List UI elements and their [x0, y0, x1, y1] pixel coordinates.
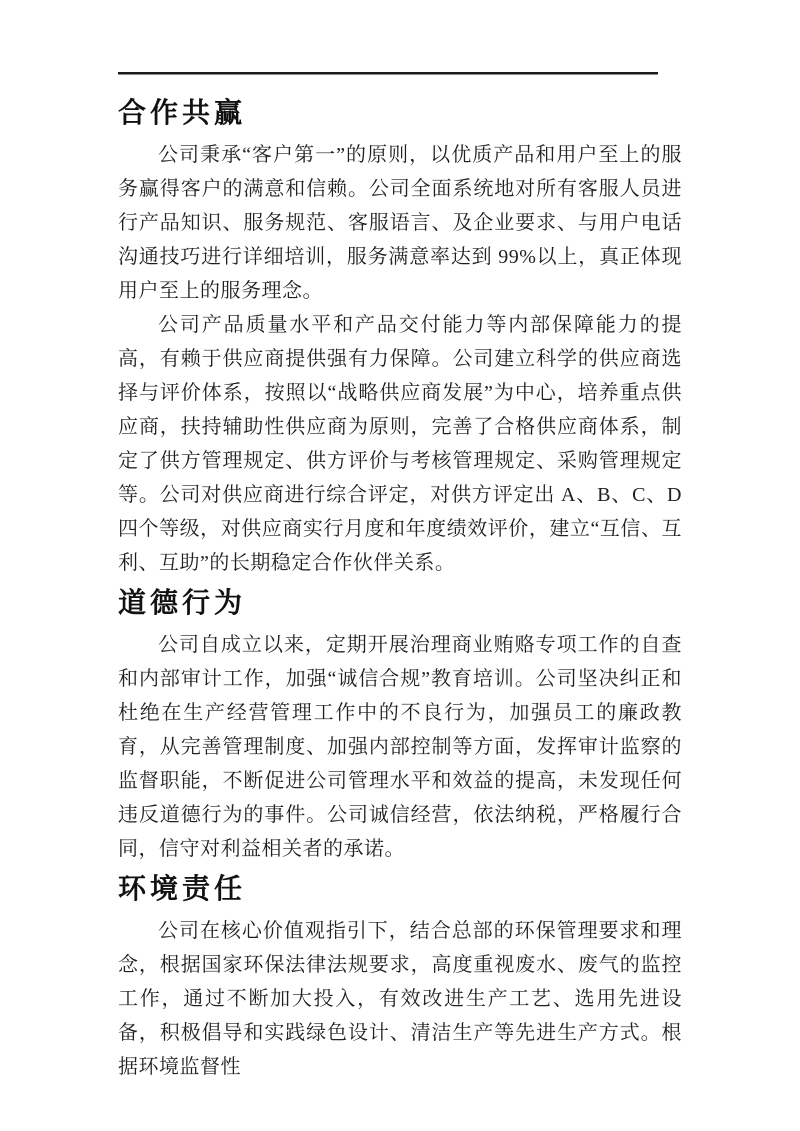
header-rule — [118, 72, 658, 75]
section-title-cooperation: 合作共赢 — [118, 98, 247, 129]
paragraph: 公司自成立以来，定期开展治理商业贿赂专项工作的自查和内部审计工作，加强“诚信合规”教育培训。公司坚决纠正和杜绝在生产经营管理工作中的不良行为，加强员工的廉政教育，从完善管理制度、加强内部控制等方面，发挥审计监察的监督职能，不断促进公司管理水平和效益的提高，未发现任何违反道德行为的事件。公司诚信经营，依法纳税，严格履行合同，信守对利益相关者的承诺。 — [118, 634, 682, 860]
paragraph: 公司秉承“客户第一”的原则，以优质产品和用户至上的服务赢得客户的满意和信赖。公司全面系统地对所有客服人员进行产品知识、服务规范、客服语言、及企业要求、与用户电话沟通技巧进行详细培训，服务满意率达到 99%以上，真正体现用户至上的服务理念。 — [118, 144, 682, 302]
section-ethics — [118, 586, 682, 866]
paragraph: 公司在核心价值观指引下，结合总部的环保管理要求和理念，根据国家环保法律法规要求，高度重视废水、废气的监控工作，通过不断加大投入，有效改进生产工艺、选用先进设备，积极倡导和实践绿色设计、清洁生产等先进生产方式。根据环境监督性 — [118, 920, 682, 1078]
document-content — [118, 90, 682, 1084]
paragraph: 公司产品质量水平和产品交付能力等内部保障能力的提高，有赖于供应商提供强有力保障。公司建立科学的供应商选择与评价体系，按照以“战略供应商发展”为中心，培养重点供应商，扶持辅助性供应商为原则，完善了合格供应商体系，制定了供方管理规定、供方评价与考核管理规定、采购管理规定等。公司对供应商进行综合评定，对供方评定出 A、B、C、D 四个等级，对供应商实行月度和年度绩效评价，建立“互信、互利、互助”的长期稳定合作伙伴关系。 — [118, 314, 682, 574]
section-title-environment: 环境责任 — [118, 874, 247, 905]
section-title-ethics: 道德行为 — [118, 588, 247, 619]
section-cooperation — [118, 96, 682, 580]
section-environment — [118, 872, 682, 1084]
